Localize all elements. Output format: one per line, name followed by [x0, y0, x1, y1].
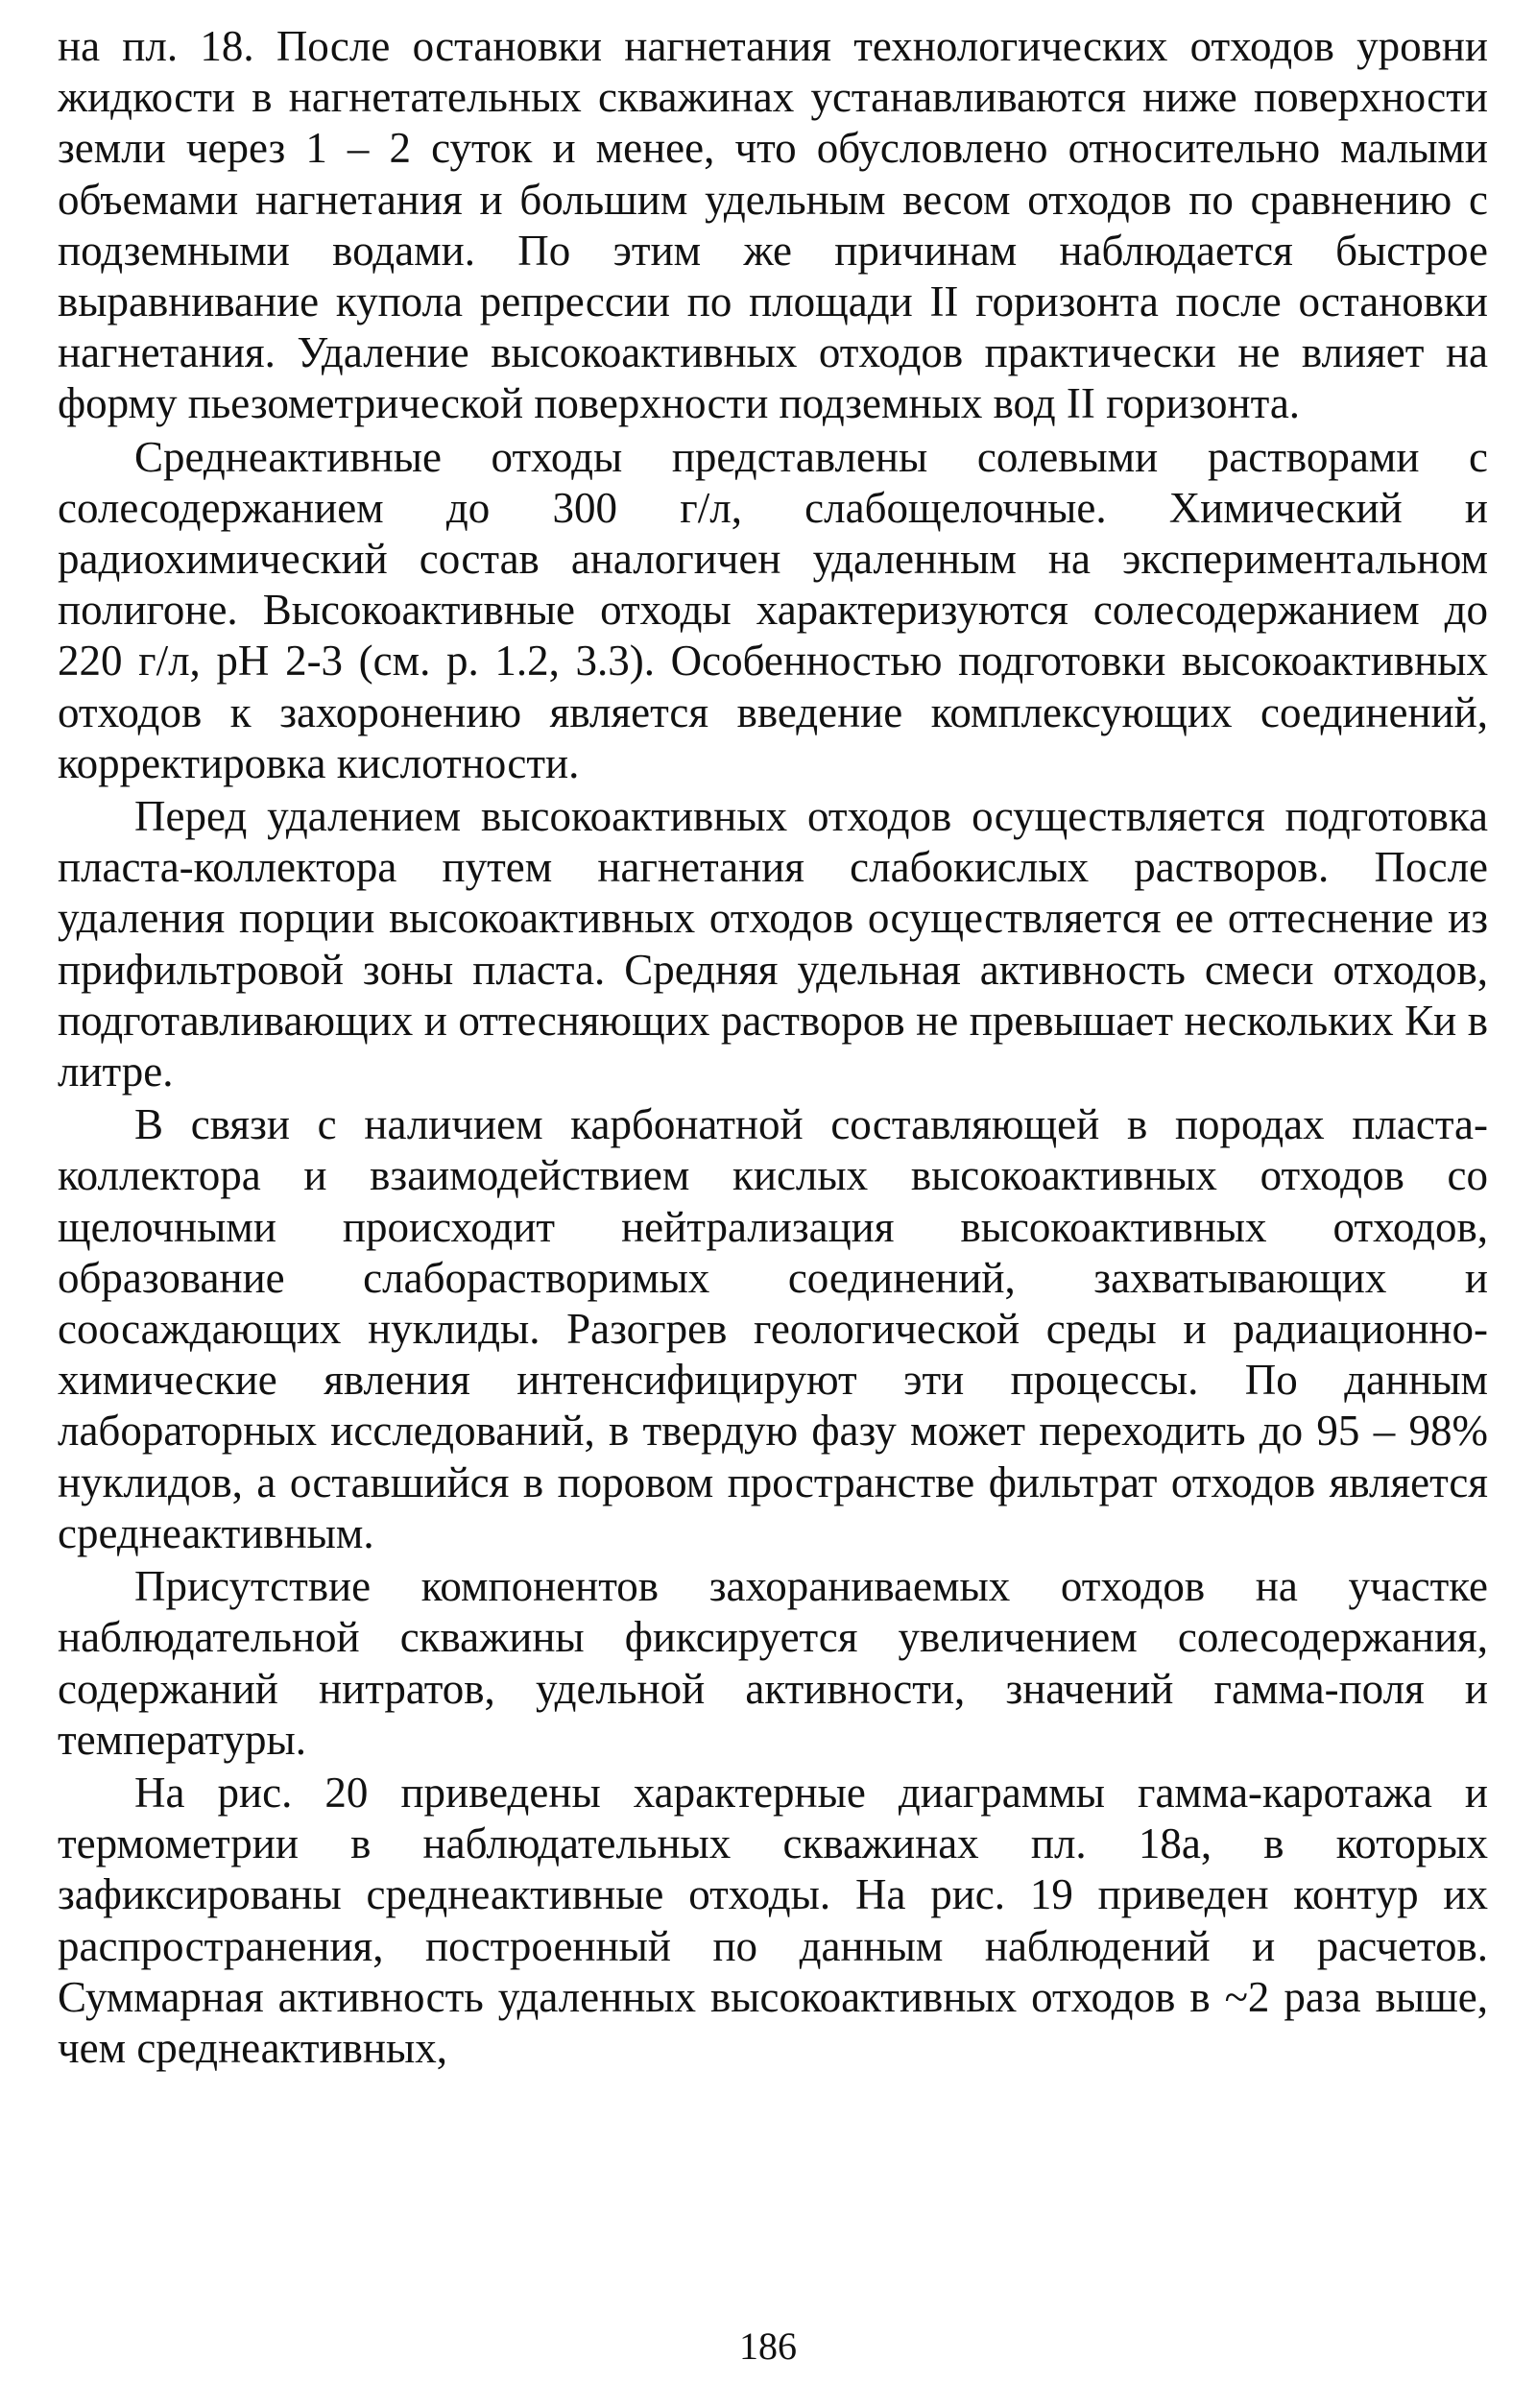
paragraph-continuation: на пл. 18. После остановки нагнетания технологических отходов уровни жидкости в нагнетательных скважинах устанавливаются ниже поверхности земли через 1 – 2 суток и менее, что обусловлено относительно малыми объемами нагнетания и большим удельным весом отходов по сравнению с подземными водами. По этим же причинам наблюдается быстрое выравнивание купола репрессии по площади II горизонта после остановки нагнетания. Удаление высокоактивных отходов практически не влияет на форму пьезометрической поверхности подземных вод II горизонта. — [58, 22, 1488, 428]
paragraph-medium-active-waste: Среднеактивные отходы представлены солевыми растворами с солесодержанием до 300 г/л, слабощелочные. Химический и радиохимический состав аналогичен удаленным на экспериментальном полигоне. Высокоактивные отходы характеризуются солесодержанием до 220 г/л, pH 2-3 (см. р. 1.2, 3.3). Особенностью подготовки высокоактивных отходов к захоронению является введение комплексующих соединений, корректировка кислотности. — [58, 432, 1488, 787]
paragraph-observation-well: Присутствие компонентов захораниваемых отходов на участке наблюдательной скважины фиксируется увеличением солесодержания, содержаний нитратов, удельной активности, значений гамма-поля и температуры. — [58, 1562, 1488, 1764]
paragraph-reservoir-preparation: Перед удалением высокоактивных отходов осуществляется подготовка пласта-коллектора путем нагнетания слабокислых растворов. После удаления порции высокоактивных отходов осуществляется ее оттеснение из прифильтровой зоны пласта. Средняя удельная активность смеси отходов, подготавливающих и оттесняющих растворов не превышает нескольких Ки в литре. — [58, 792, 1488, 1096]
page-number: 186 — [739, 2324, 797, 2368]
paragraph-neutralization: В связи с наличием карбонатной составляющей в породах пласта-коллектора и взаимодействием кислых высокоактивных отходов со щелочными происходит нейтрализация высокоактивных отходов, образование слаборастворимых соединений, захватывающих и соосаждающих нуклиды. Разогрев геологической среды и радиационно-химические явления интенсифицируют эти процессы. По данным лабораторных исследований, в твердую фазу может переходить до 95 – 98% нуклидов, а оставшийся в поровом пространстве фильтрат отходов является среднеактивным. — [58, 1100, 1488, 1557]
page-body — [58, 21, 1488, 2076]
paragraph-figures-reference: На рис. 20 приведены характерные диаграммы гамма-каротажа и термометрии в наблюдательных скважинах пл. 18а, в которых зафиксированы среднеактивные отходы. На рис. 19 приведен контур их распространения, построенный по данным наблюдений и расчетов. Суммарная активность удаленных высокоактивных отходов в ~2 раза выше, чем среднеактивных, — [58, 1768, 1488, 2072]
